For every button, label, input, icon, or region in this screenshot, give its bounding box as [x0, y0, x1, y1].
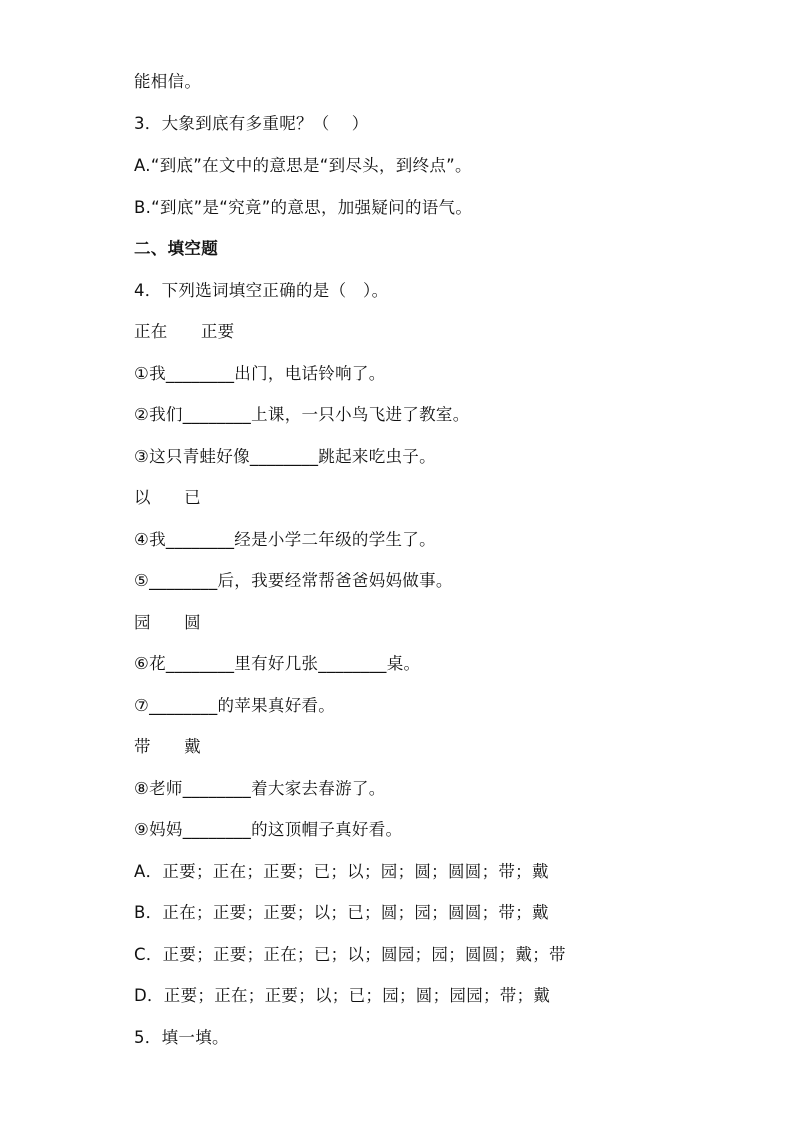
question-4-option-a: A．正要；正在；正要；已；以；园；圆；圆圆；带；戴	[134, 862, 549, 881]
text-continuation: 能相信。	[134, 72, 202, 91]
question-4-option-d: D．正要；正在；正要；以；已；园；圆；园园；带；戴	[134, 986, 551, 1005]
blank-sentence-1: ①我________出门，电话铃响了。	[134, 364, 386, 383]
blank-sentence-9: ⑨妈妈________的这顶帽子真好看。	[134, 820, 403, 839]
question-3: 3．大象到底有多重呢？（ ）	[134, 114, 369, 133]
word-pair-2: 以 已	[134, 488, 201, 507]
word-pair-3: 园 圆	[134, 613, 201, 632]
blank-sentence-7: ⑦________的苹果真好看。	[134, 696, 336, 715]
blank-sentence-2: ②我们________上课，一只小鸟飞进了教室。	[134, 405, 470, 424]
blank-sentence-5: ⑤________后，我要经常帮爸爸妈妈做事。	[134, 571, 453, 590]
blank-sentence-8: ⑧老师________着大家去春游了。	[134, 779, 386, 798]
word-pair-4: 带 戴	[134, 737, 201, 756]
question-5: 5．填一填。	[134, 1028, 229, 1047]
word-pair-1: 正在 正要	[134, 322, 235, 341]
blank-sentence-6: ⑥花________里有好几张________桌。	[134, 654, 421, 673]
question-4: 4．下列选词填空正确的是（ ）。	[134, 281, 389, 300]
blank-sentence-3: ③这只青蛙好像________跳起来吃虫子。	[134, 447, 436, 466]
blank-sentence-4: ④我________经是小学二年级的学生了。	[134, 530, 436, 549]
question-4-option-b: B．正在；正要；正要；以；已；圆；园；圆圆；带；戴	[134, 903, 549, 922]
question-3-option-a: A.“到底”在文中的意思是“到尽头，到终点”。	[134, 156, 472, 175]
question-3-option-b: B.“到底”是“究竟”的意思，加强疑问的语气。	[134, 198, 473, 217]
question-4-option-c: C．正要；正要；正在；已；以；圆园；园；圆圆；戴；带	[134, 945, 566, 964]
section-heading-fill-in: 二、填空题	[134, 239, 218, 258]
